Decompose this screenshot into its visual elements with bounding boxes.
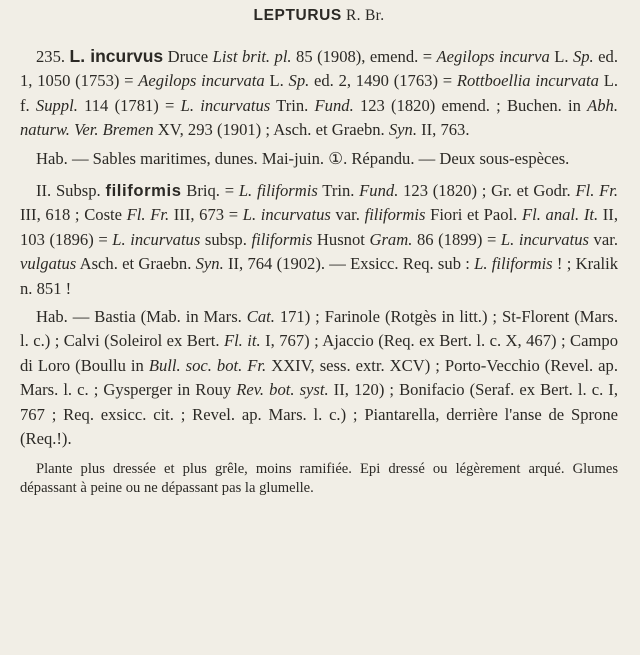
subspecies-name: filiformis — [105, 181, 182, 201]
genus-title: LEPTURUS — [253, 7, 342, 24]
subspecies-entry — [20, 179, 618, 301]
text-run: XV, 293 (1901) ; Asch. et Graebn. — [153, 120, 389, 140]
text-run: Briq. = — [181, 181, 239, 201]
text-run: 171) ; Farinole (Rotgès in litt.) ; St-Florent (Mars. l. c.) ; Calvi (Soleirol ex Bert. — [20, 307, 618, 351]
italic-run: filiformis — [251, 229, 313, 249]
text-run: Trin. — [317, 181, 360, 201]
text-run: subsp. — [200, 229, 252, 249]
text-run: II, 120) ; Bonifacio (Seraf. ex Bert. l. c. I, 767 ; Req. exsicc. cit. ; Revel. ap. Mars. l. c.) ; Piantarella, derrière l'anse de Sprone (Req.!). — [20, 380, 618, 449]
text-run: Trin. — [270, 95, 315, 115]
genus-author: R. Br. — [346, 7, 385, 24]
italic-run: Fund. — [359, 181, 399, 201]
text-run: II, 103 (1896) = — [20, 205, 618, 249]
italic-run: L. incurvatus — [112, 229, 201, 249]
description-note: Plante plus dressée et plus grêle, moins ramifiée. Epi dressé ou légèrement arqué. Glumes dépassant à peine ou ne dépassant pas la glumelle. — [20, 460, 618, 496]
text-run: II, 763. — [416, 120, 470, 140]
text-run: 114 (1781) = — [77, 95, 181, 115]
italic-run: Syn. — [195, 254, 224, 274]
italic-run: L. incurvatus — [180, 95, 271, 115]
text-run: ed. 1, 1050 (1753) = — [20, 47, 618, 91]
text-run: 85 (1908), emend. = — [291, 47, 437, 66]
italic-run: Bull. soc. bot. Fr. — [148, 355, 267, 375]
italic-run: Fl. Fr. — [575, 181, 619, 201]
text-run: I, 767) ; Ajaccio (Req. ex Bert. l. c. X, 467) ; Campo di Loro (Boullu in — [20, 331, 618, 375]
subspecies-habitat — [20, 305, 618, 451]
text-run: 123 (1820) emend. ; Buchen. in — [353, 95, 588, 115]
text-run: var. — [588, 229, 618, 249]
text-run: L. — [549, 47, 573, 66]
italic-run: vulgatus — [20, 254, 77, 274]
text-run: L. — [264, 71, 289, 91]
italic-run: List brit. pl. — [212, 47, 292, 66]
subspecies-rank: II. Subsp. — [36, 181, 101, 201]
text-run: XXIV, sess. extr. XCV) ; Porto-Vecchio (Revel. ap. Mars. l. c. ; Gysperger in Rouy — [20, 355, 618, 400]
text-run: Hab. — Bastia (Mab. in Mars. — [36, 307, 247, 327]
text-run: 86 (1899) = — [412, 229, 501, 249]
species-entry — [20, 44, 618, 143]
text-run: Husnot — [312, 229, 370, 249]
italic-run: L. incurvatus — [242, 205, 331, 225]
italic-run: Aegilops incurvata — [138, 71, 265, 91]
text-run: Asch. et Graebn. — [76, 254, 196, 274]
italic-run: Fl. anal. It. — [521, 205, 599, 225]
species-habitat: Hab. — Sables maritimes, dunes. Mai-juin. ①. Répandu. — Deux sous-espèces. — [36, 148, 570, 168]
page-header — [20, 4, 618, 28]
italic-run: Fl. it. — [223, 331, 261, 351]
italic-run: Rottboellia incurvata — [456, 71, 599, 91]
italic-run: Fund. — [314, 95, 354, 115]
text-run: II, 764 (1902). — Exsicc. Req. sub : — [223, 254, 475, 274]
italic-run: Aegilops incurva — [436, 47, 550, 66]
text-run: ! ; Kralik n. 851 ! — [20, 254, 618, 298]
text-run: Fiori et Paol. — [425, 205, 522, 225]
italic-run: L. incurvatus — [500, 229, 589, 249]
species-name: L. incurvus — [69, 46, 164, 66]
text-run: ed. 2, 1490 (1763) = — [309, 71, 457, 91]
text-run: L. f. — [20, 71, 618, 115]
italic-run: Gram. — [369, 229, 413, 249]
italic-run: Suppl. — [35, 95, 78, 115]
text-run: 123 (1820) ; Gr. et Godr. — [398, 181, 576, 201]
italic-run: Syn. — [388, 120, 417, 140]
text-run: Druce — [163, 47, 213, 66]
entry-number: 235. — [36, 47, 66, 66]
italic-run: L. filiformis — [474, 254, 553, 274]
text-run: III, 618 ; Coste — [20, 205, 127, 225]
text-run: III, 673 = — [169, 205, 243, 225]
italic-run: Rev. bot. syst. — [236, 380, 329, 400]
italic-run: Sp. — [572, 47, 594, 66]
italic-run: Fl. Fr. — [126, 205, 170, 225]
italic-run: Abh. naturw. Ver. Bremen — [20, 95, 619, 140]
text-run: var. — [330, 205, 365, 225]
italic-run: L. filiformis — [238, 181, 318, 201]
italic-run: filiformis — [364, 205, 426, 225]
italic-run: Cat. — [246, 307, 275, 327]
italic-run: Sp. — [288, 71, 310, 91]
